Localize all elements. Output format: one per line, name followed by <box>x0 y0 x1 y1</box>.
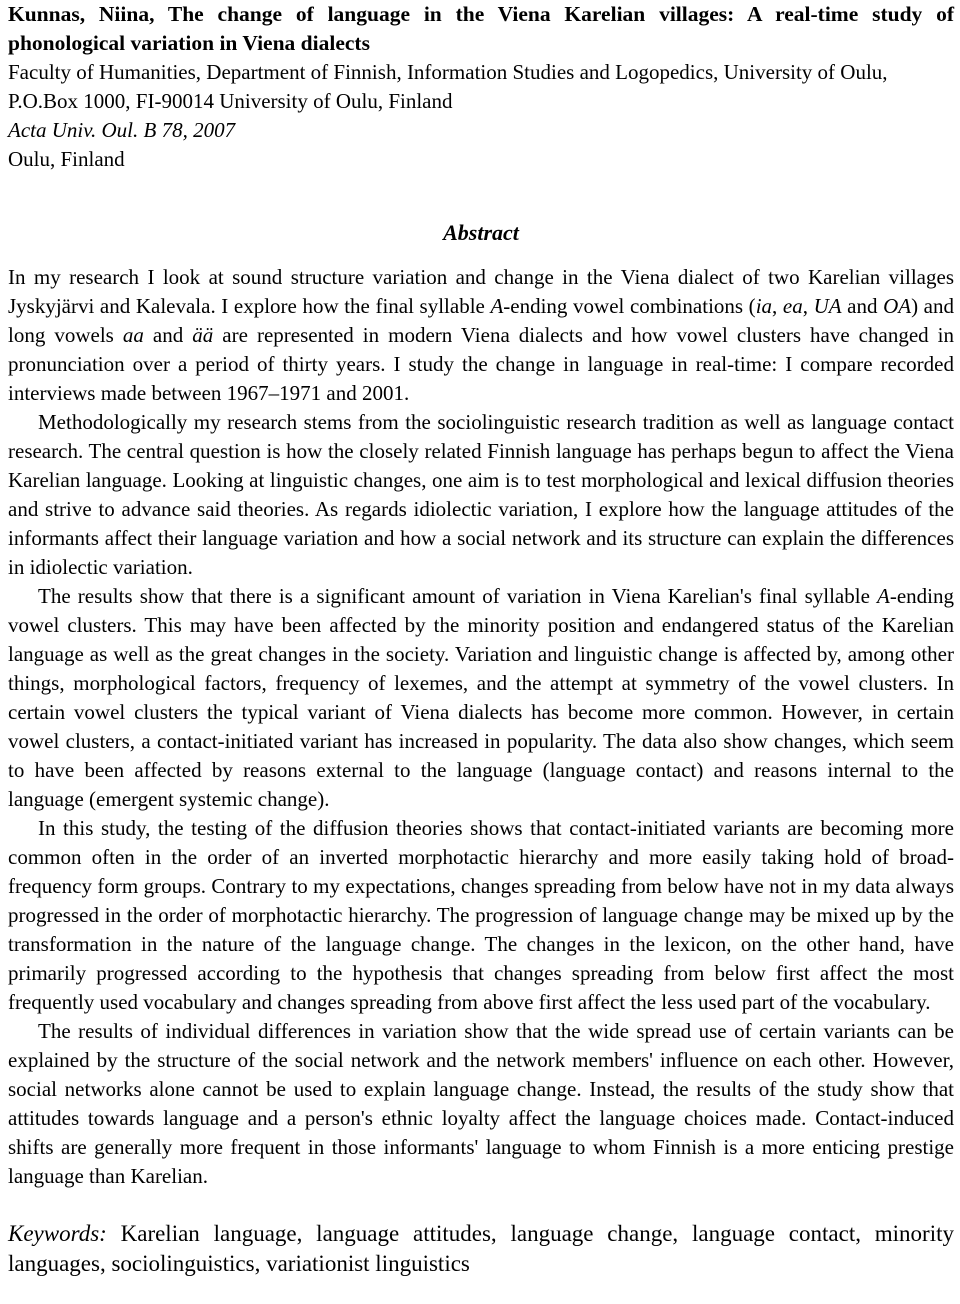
document-title: Kunnas, Niina, The change of language in the Viena Karelian villages: A real-time study of phonological variation in Viena dialects <box>8 2 954 55</box>
p1-text-g: and <box>143 323 193 347</box>
p3-text-a: The results show that there is a significant amount of variation in Viena Karelian's final syllable <box>38 584 878 608</box>
p1-term-ea: ea <box>782 294 803 318</box>
p1-text-b: -ending vowel combinations ( <box>503 294 756 318</box>
keywords-label: Keywords: <box>8 1221 107 1246</box>
abstract-paragraph-3 <box>8 582 954 814</box>
p1-term-ia: ia <box>755 294 773 318</box>
p1-term-oa: OA <box>883 294 912 318</box>
abstract-paragraph-2: Methodologically my research stems from the sociolinguistic research tradition as well as language contact research. The central question is how the closely related Finnish language has perhaps begun to affect the Viena Karelian language. Looking at linguistic changes, one aim is to test morphological and lexical diffusion theories and strive to advance said theories. As regards idiolectic variation, I explore how the language attitudes of the informants affect their language variation and how a social network and its structure can explain the differences in idiolectic variation. <box>8 410 954 579</box>
p1-text-f: ) and long vowels <box>8 294 955 347</box>
p1-text-h: are represented in modern Viena dialects and how vowel clusters have changed in pronunciation over a period of thirty years. I study the change in language in real-time: I compare recorded interviews made between 1967–1971 and 2001. <box>8 323 955 405</box>
p1-term-ua: UA <box>813 294 842 318</box>
publication-place: Oulu, Finland <box>8 147 125 171</box>
p3-term-a: A <box>877 584 890 608</box>
p1-term-a: A <box>490 294 504 318</box>
abstract-heading: Abstract <box>443 220 519 245</box>
affiliation: Faculty of Humanities, Department of Finnish, Information Studies and Logopedics, University of Oulu, P.O.Box 1000, FI-90014 University of Oulu, Finland <box>8 60 888 113</box>
p1-term-aa-umlaut: ää <box>192 323 214 347</box>
document-page <box>8 0 954 1279</box>
abstract-paragraph-1 <box>8 263 954 408</box>
keywords-text: Karelian language, language attitudes, language change, language contact, minority languages, sociolinguistics, variationist linguistics <box>8 1221 954 1276</box>
p1-text-c: , <box>772 294 783 318</box>
abstract-body <box>8 263 954 1191</box>
p1-text-a: In my research I look at sound structure variation and change in the Viena dialect of two Karelian villages Jyskyjärvi and Kalevala. I explore how the final syllable <box>8 265 954 318</box>
p1-text-d: , <box>802 294 814 318</box>
p1-term-aa: aa <box>122 323 144 347</box>
keywords <box>8 1219 954 1279</box>
series-citation: Acta Univ. Oul. B 78, 2007 <box>8 118 236 142</box>
abstract-paragraph-5: The results of individual differences in variation show that the wide spread use of certain variants can be explained by the structure of the social network and the network members' influence on each other. However, social networks alone cannot be used to explain language change. Instead, the results of the study show that attitudes towards language and a person's ethnic loyalty affect the language choices made. Contact-induced shifts are generally more frequent in those informants' language to whom Finnish is a more enticing prestige language than Karelian. <box>8 1019 954 1188</box>
p3-text-b: -ending vowel clusters. This may have been affected by the minority position and endangered status of the Karelian language as well as the great changes in the society. Variation and linguistic change is affected by, among other things, morphological factors, frequency of lexemes, and the attempt at symmetry of the vowel clusters. In certain vowel clusters the typical variant of Viena dialects has become more common. However, in certain vowel clusters, a contact-initiated variant has increased in popularity. The data also show changes, which seem to have been affected by reasons external to the language (language contact) and reasons internal to the language (emergent systemic change). <box>8 584 954 811</box>
abstract-paragraph-4: In this study, the testing of the diffusion theories shows that contact-initiated variants are becoming more common often in the order of an inverted morphotactic hierarchy and more easily taking hold of broad-frequency form groups. Contrary to my expectations, changes spreading from below have not in my data always progressed in the order of morphotactic hierarchy. The progression of language change may be mixed up by the transformation in the nature of the language change. The changes in the lexicon, on the other hand, have primarily progressed according to the hypothesis that changes spreading from below first affect the most frequently used vocabulary and changes spreading from above first affect the less used part of the vocabulary. <box>8 816 954 1014</box>
p1-text-e: and <box>841 294 884 318</box>
